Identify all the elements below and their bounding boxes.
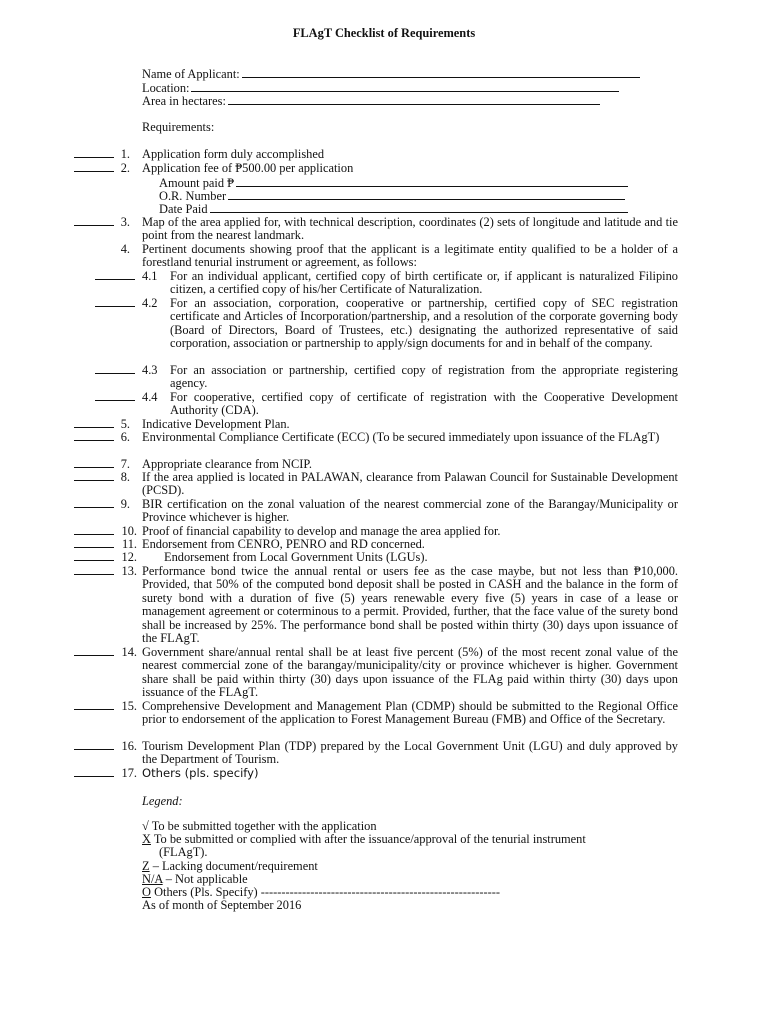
check-blank[interactable] <box>95 391 135 401</box>
date-paid-field <box>159 201 628 216</box>
applicant-name-line[interactable] <box>242 66 640 78</box>
requirement-number: 14. <box>121 645 137 659</box>
requirement-number: 1. <box>120 147 130 161</box>
requirement-text: Performance bond twice the annual rental or users fee as the case maybe, but not less than ₱10,000. Provided, that 50% of the computed bond deposit shall be posted in CASH and the balance in the form of surety bond with a duration of five (5) years renewable every five (5) years in case of a lease or management agreement or coterminous to a permit. Provided, further, that the face value of the surety bond shall be increased by 25%. The performance bond shall be posted within thirty (30) days upon issuance of the FLAgT. <box>142 564 678 646</box>
requirement-number: 10. <box>121 524 137 538</box>
or-number-line[interactable] <box>228 188 625 200</box>
requirements-heading: Requirements: <box>142 120 215 134</box>
requirement-text: Endorsement from CENRO, PENRO and RD concerned. <box>142 537 425 551</box>
requirement-text: Others (pls. specify) <box>142 766 259 780</box>
requirement-number: 8. <box>120 470 130 484</box>
amount-paid-label: Amount paid ₱ <box>159 176 235 190</box>
area-label: Area in hectares: <box>142 94 226 108</box>
amount-paid-line[interactable] <box>236 175 628 187</box>
legend-x <box>142 833 586 846</box>
requirement-number: 12. <box>121 550 137 564</box>
area-field <box>142 93 600 108</box>
requirement-number: 4. <box>120 242 130 256</box>
requirement-number: 4.4 <box>142 390 158 404</box>
as-of-date: As of month of September 2016 <box>142 898 302 912</box>
check-text: To be submitted together with the application <box>151 819 377 833</box>
check-blank[interactable] <box>95 297 135 307</box>
requirement-text: Environmental Compliance Certificate (ECC) (To be secured immediately upon issuance of the FLAgT) <box>142 430 660 444</box>
requirement-text: For an association, corporation, cooperative or partnership, certified copy of SEC registration certificate and Articles of Incorporation/partnership, and a resolution of the corporate governing body (Board of Directors, Board of Trustees, etc.) designating the authorized representative of said corporation, association or partnership to apply/sign documents for and in behalf of the company. <box>170 296 678 351</box>
area-line[interactable] <box>228 93 600 105</box>
requirement-text: If the area applied is located in PALAWAN, clearance from Palawan Council for Sustainable Development (PCSD). <box>142 470 678 498</box>
o-text: Others (Pls. Specify) ---------------------------------------------------------- <box>154 885 501 899</box>
requirement-number: 11. <box>121 537 137 551</box>
requirement-number: 17. <box>121 766 137 780</box>
na-symbol: N/A <box>142 872 163 886</box>
requirement-text: Tourism Development Plan (TDP) prepared by the Local Government Unit (LGU) and duly approved by the Department of Tourism. <box>142 739 678 767</box>
requirement-text: Government share/annual rental shall be at least five percent (5%) of the most recent zonal value of the nearest commercial zone of the barangay/municipality/city or province whichever is higher. Government share shall be paid within thirty (30) days upon issuance of the FLAg paid within thirty (30) days upon issuance of the FLAgT. <box>142 645 678 700</box>
x-symbol: X <box>142 832 151 846</box>
document-title: FLAgT Checklist of Requirements <box>292 26 476 40</box>
legend-title: Legend: <box>142 794 183 808</box>
date-paid-line[interactable] <box>210 201 628 213</box>
requirement-text: Comprehensive Development and Management Plan (CDMP) should be submitted to the Regional Office prior to endorsement of the application to Forest Management Bureau (FMB) and Office of the Secretary. <box>142 699 678 727</box>
requirement-text: Endorsement from Local Government Units (LGUs). <box>164 550 428 564</box>
z-text: – Lacking document/requirement <box>152 859 318 873</box>
applicant-name-label: Name of Applicant: <box>142 67 240 81</box>
requirement-number: 2. <box>120 161 130 175</box>
location-line[interactable] <box>191 80 619 92</box>
check-blank[interactable] <box>95 270 135 280</box>
requirement-text: For an individual applicant, certified copy of birth certificate or, if applicant is naturalized Filipino citizen, a certified copy of his/her Certificate of Naturalization. <box>170 269 678 297</box>
check-symbol: √ <box>142 819 149 833</box>
x-text: To be submitted or complied with after the issuance/approval of the tenurial instrument <box>153 832 586 846</box>
check-blank[interactable] <box>95 364 135 374</box>
requirement-number: 4.1 <box>142 269 158 283</box>
requirement-text: Pertinent documents showing proof that the applicant is a legitimate entity qualified to be a holder of a forestland tenurial instrument or agreement, as follows: <box>142 242 678 270</box>
requirement-text: Application fee of ₱500.00 per application <box>142 161 354 175</box>
legend-x-cont: (FLAgT). <box>159 845 208 859</box>
or-number-label: O.R. Number <box>159 189 227 203</box>
na-text: – Not applicable <box>165 872 248 886</box>
requirement-text: Map of the area applied for, with technical description, coordinates (2) sets of longitude and latitude and tie point from the nearest landmark. <box>142 215 678 243</box>
requirement-text: For an association or partnership, certified copy of registration from the appropriate registering agency. <box>170 363 678 391</box>
requirement-number: 9. <box>120 497 130 511</box>
requirement-number: 13. <box>121 564 137 578</box>
requirement-text: BIR certification on the zonal valuation of the nearest commercial zone of the Barangay/Municipality or Province whichever is higher. <box>142 497 678 525</box>
requirement-text: Proof of financial capability to develop and manage the area applied for. <box>142 524 501 538</box>
requirement-text: Appropriate clearance from NCIP. <box>142 457 312 471</box>
requirement-number: 4.2 <box>142 296 158 310</box>
o-symbol: O <box>142 885 151 899</box>
requirement-number: 7. <box>120 457 130 471</box>
requirement-text: Application form duly accomplished <box>142 147 325 161</box>
requirement-number: 16. <box>121 739 137 753</box>
requirement-number: 4.3 <box>142 363 158 377</box>
requirement-text: Indicative Development Plan. <box>142 417 290 431</box>
z-symbol: Z <box>142 859 150 873</box>
requirement-number: 5. <box>120 417 130 431</box>
location-label: Location: <box>142 81 190 95</box>
requirement-text: For cooperative, certified copy of certificate of registration with the Cooperative Development Authority (CDA). <box>170 390 678 418</box>
requirement-number: 6. <box>120 430 130 444</box>
requirement-number: 15. <box>121 699 137 713</box>
requirement-number: 3. <box>120 215 130 229</box>
date-paid-label: Date Paid <box>159 202 208 216</box>
